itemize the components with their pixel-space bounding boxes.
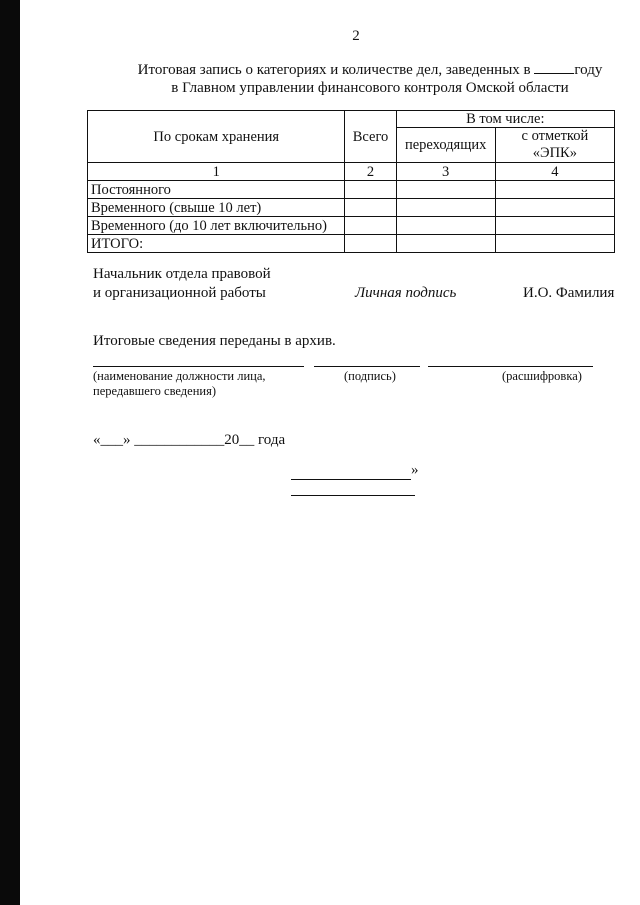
header-epk: с отметкой «ЭПК»	[495, 128, 614, 163]
name-label: И.О. Фамилия	[523, 285, 615, 301]
archive-statement: Итоговые сведения переданы в архив.	[93, 333, 336, 349]
blank-line-lower	[291, 495, 415, 496]
table-cell	[345, 217, 396, 235]
signature-label: Личная подпись	[355, 285, 457, 301]
position-signature-line	[93, 366, 304, 367]
table-cell	[396, 181, 495, 199]
date-line: «___» ____________20__ года	[93, 432, 286, 448]
header-total: Всего	[345, 111, 396, 163]
table-row	[88, 181, 615, 199]
row-label: ИТОГО:	[88, 235, 345, 253]
caption-decoding: (расшифровка)	[502, 369, 582, 383]
table-cell	[495, 181, 614, 199]
table-cell	[396, 199, 495, 217]
row-label: Временного (свыше 10 лет)	[88, 199, 345, 217]
table-header-row	[88, 111, 615, 128]
table-row	[88, 199, 615, 217]
title-line-1-year-word: году	[574, 62, 603, 78]
blank-line-upper	[291, 479, 411, 480]
table-cell	[495, 199, 614, 217]
year-blank	[534, 61, 574, 74]
caption-signature: (подпись)	[344, 369, 396, 383]
scan-edge-bar	[0, 0, 20, 905]
decoding-line	[428, 366, 593, 367]
column-number: 1	[88, 163, 345, 181]
header-including: В том числе:	[396, 111, 614, 128]
table-cell	[495, 217, 614, 235]
table-cell	[396, 235, 495, 253]
title-line-1-text: Итоговая запись о категориях и количестве дел, заведенных в	[137, 62, 535, 78]
column-number: 2	[345, 163, 396, 181]
table-row	[88, 235, 615, 253]
table-cell	[345, 235, 396, 253]
column-number: 4	[495, 163, 614, 181]
row-label: Временного (до 10 лет включительно)	[88, 217, 345, 235]
column-numbers-row	[88, 163, 615, 181]
page-number: 2	[352, 28, 360, 44]
header-transitional: переходящих	[396, 128, 495, 163]
position-line-2: и организационной работы	[93, 285, 266, 301]
summary-table	[87, 110, 615, 253]
title-line-1	[80, 61, 640, 79]
row-label: Постоянного	[88, 181, 345, 199]
caption-position-line-1: (наименование должности лица,	[93, 369, 266, 383]
signature-line	[314, 366, 420, 367]
title-line-2: в Главном управлении финансового контроля Омской области	[171, 80, 569, 96]
closing-quote: »	[411, 462, 419, 478]
header-storage: По срокам хранения	[88, 111, 345, 163]
table-cell	[396, 217, 495, 235]
table-cell	[345, 181, 396, 199]
caption-position-line-2: передавшего сведения)	[93, 384, 217, 398]
position-line-1: Начальник отдела правовой	[93, 266, 271, 282]
table-cell	[495, 235, 614, 253]
column-number: 3	[396, 163, 495, 181]
document-title	[80, 61, 640, 97]
table-row	[88, 217, 615, 235]
table-cell	[345, 199, 396, 217]
